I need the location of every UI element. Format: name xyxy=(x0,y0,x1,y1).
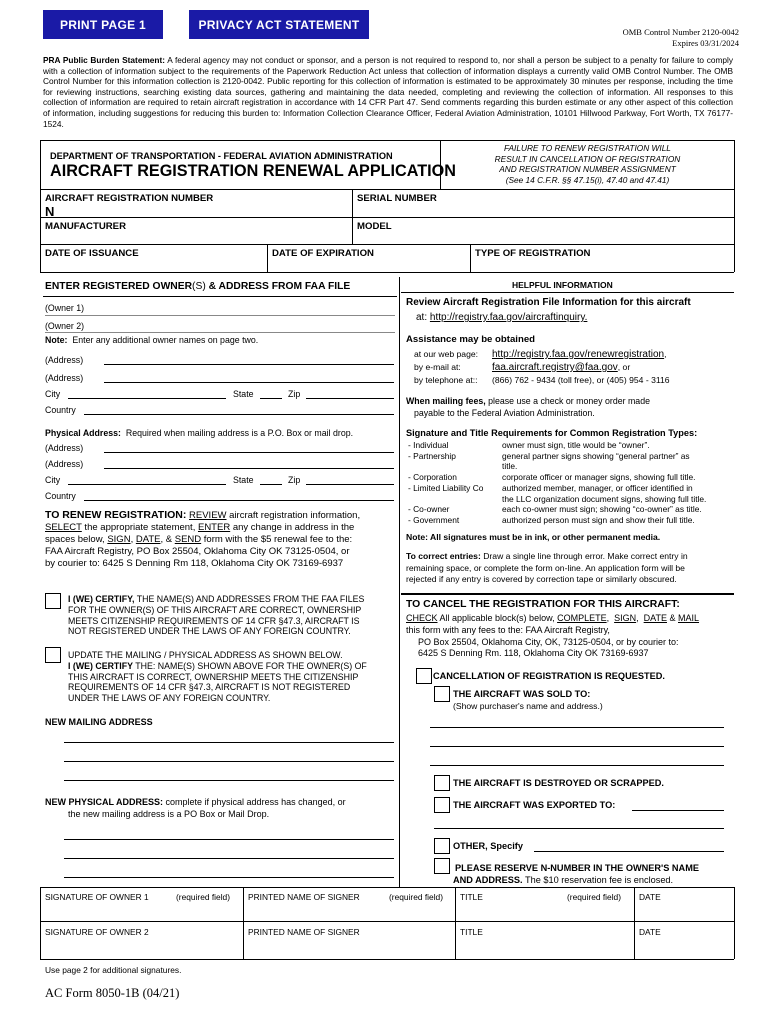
address-field[interactable] xyxy=(104,382,394,383)
manufacturer-label: MANUFACTURER xyxy=(45,221,127,232)
sig-type-name xyxy=(408,461,502,472)
warning-line: RESULT IN CANCELLATION OF REGISTRATION xyxy=(494,153,681,164)
physical-text: Required when mailing address is a P.O. Box or mail drop. xyxy=(125,428,354,438)
date-field[interactable] xyxy=(639,904,729,918)
country-field[interactable] xyxy=(84,500,394,501)
printed-name-field[interactable] xyxy=(248,940,450,956)
certify-line: THE: NAME(S) SHOWN ABOVE FOR THE OWNER(S) OF xyxy=(133,660,367,671)
form-title: AIRCRAFT REGISTRATION RENEWAL APPLICATION xyxy=(50,162,456,180)
physical-label: Physical Address: xyxy=(45,428,121,438)
cancel-requested-label: CANCELLATION OF REGISTRATION IS REQUESTED. xyxy=(433,671,665,681)
new-physical-field[interactable] xyxy=(64,839,394,840)
sig-type-row xyxy=(408,451,706,462)
owner1-field[interactable] xyxy=(45,315,395,316)
review-link-row xyxy=(416,312,587,323)
reserve-line: PLEASE RESERVE N-NUMBER IN THE OWNER'S NAME xyxy=(455,863,699,873)
print-page-button[interactable]: PRINT PAGE 1 xyxy=(43,10,163,39)
cancel-line: 6425 S Denning Rm. 118, Oklahoma City OK 73169-6937 xyxy=(418,648,649,659)
reserve-bold: AND ADDRESS. xyxy=(453,875,523,885)
correct-line: Draw a single line through error. Make correct entry in xyxy=(480,551,688,561)
serial-number-field[interactable] xyxy=(357,204,727,217)
date-label: DATE xyxy=(639,892,661,902)
renew-date: DATE xyxy=(135,534,161,545)
certify-line: NOT REGISTERED UNDER THE LAWS OF ANY FOREIGN COUNTRY. xyxy=(68,626,351,637)
cancel-requested-checkbox[interactable] xyxy=(416,668,432,684)
sold-hint: (Show purchaser's name and address.) xyxy=(453,701,603,711)
pra-title: PRA Public Burden Statement: xyxy=(43,55,166,65)
country-label: Country xyxy=(45,405,76,415)
email-end: , or xyxy=(617,362,631,372)
omb-info xyxy=(623,27,739,49)
sig-type-row xyxy=(408,483,706,494)
certify-b-text xyxy=(68,650,367,704)
new-mailing-field[interactable] xyxy=(64,761,394,762)
zip-label: Zip xyxy=(288,389,301,399)
email-label: by e-mail at: xyxy=(414,362,461,372)
owner2-label: (Owner 2) xyxy=(45,321,85,331)
additional-signatures-note: Use page 2 for additional signatures. xyxy=(45,965,182,975)
printed-name-label: PRINTED NAME OF SIGNER xyxy=(248,927,360,937)
department-name: DEPARTMENT OF TRANSPORTATION - FEDERAL AVIATION ADMINISTRATION xyxy=(50,151,393,161)
serial-number-label: SERIAL NUMBER xyxy=(357,193,437,204)
assist-contacts xyxy=(414,348,670,386)
city-label: City xyxy=(45,475,61,485)
owner2-field[interactable] xyxy=(45,332,395,333)
title-field[interactable] xyxy=(460,940,630,956)
signature-owner1-label: SIGNATURE OF OWNER 1 xyxy=(45,892,149,902)
cancel-line: this form with any fees to the: FAA Aircraft Registry, xyxy=(406,624,610,635)
other-field[interactable] xyxy=(534,851,724,852)
required-label: (required field) xyxy=(389,892,443,902)
sold-checkbox[interactable] xyxy=(434,686,450,702)
model-label: MODEL xyxy=(357,221,392,232)
owner1-label: (Owner 1) xyxy=(45,303,85,313)
reserve-checkbox[interactable] xyxy=(434,858,450,874)
renew-instructions: TO RENEW REGISTRATION: REVIEW aircraft registration information, SELECT the appropriate statement, ENTER any change in address in the spaces below, SIGN, DATE, & SEND form with the $5 renewal fee to the: FAA Aircraft Registry, PO Box 25504, Oklahoma City OK 73125-0504, or by courier to: 6425 S Denning Rm 118, Oklahoma City OK 73169-6937 xyxy=(45,509,397,570)
sig-type-requirement: authorized member, manager, or officer identified in xyxy=(502,482,693,493)
date-expiration-label: DATE OF EXPIRATION xyxy=(272,248,374,259)
sig-type-name: - Individual xyxy=(408,440,449,450)
cancel-date: DATE xyxy=(643,613,667,623)
renew-text: form with the $5 renewal fee to the: xyxy=(201,534,353,545)
type-registration-label: TYPE OF REGISTRATION xyxy=(475,248,591,259)
zip-field[interactable] xyxy=(306,398,394,399)
certify-bold: I (WE) CERTIFY, xyxy=(68,594,135,604)
cancel-check: CHECK xyxy=(406,613,438,623)
omb-number: OMB Control Number 2120-0042 xyxy=(622,27,739,37)
date-label: DATE xyxy=(639,927,661,937)
sig-type-row xyxy=(408,515,706,526)
model-field[interactable] xyxy=(357,231,727,244)
sig-type-requirement: authorized person must sign and show their full title. xyxy=(502,514,695,525)
purchaser-field[interactable] xyxy=(430,727,724,728)
omb-expires: Expires 03/31/2024 xyxy=(672,38,739,48)
owner-heading-part: (S) xyxy=(192,281,206,292)
ink-note: Note: All signatures must be in ink, or other permanent media. xyxy=(406,532,661,542)
title-label: TITLE xyxy=(460,927,483,937)
state-field[interactable] xyxy=(260,484,282,485)
fees-text: payable to the Federal Aviation Administration. xyxy=(414,407,595,418)
sig-requirements-list xyxy=(408,440,706,526)
review-url-link[interactable]: http://registry.faa.gov/aircraftinquiry. xyxy=(429,312,588,323)
signature-owner2-field[interactable] xyxy=(45,940,238,956)
web-url-link[interactable]: http://registry.faa.gov/renewregistration xyxy=(492,349,665,360)
zip-label: Zip xyxy=(288,475,301,485)
sig-type-name: - Government xyxy=(408,514,460,525)
sig-type-name xyxy=(408,494,502,505)
registration-number-label: AIRCRAFT REGISTRATION NUMBER xyxy=(45,193,214,204)
sig-type-requirement: owner must sign, title would be “owner”. xyxy=(502,440,650,450)
cancel-text: All applicable block(s) below, xyxy=(437,613,558,623)
new-mailing-field[interactable] xyxy=(64,780,394,781)
review-title: Review Aircraft Registration File Information for this aircraft xyxy=(406,297,691,308)
address-label: (Address) xyxy=(45,459,84,469)
country-field[interactable] xyxy=(84,414,394,415)
address-label: (Address) xyxy=(45,373,84,383)
correct-entries xyxy=(406,551,688,586)
correct-line: remaining space, or complete the form on-line. An application form will be xyxy=(406,562,685,573)
exported-checkbox[interactable] xyxy=(434,797,450,813)
web-label: at our web page: xyxy=(414,349,479,359)
owner-heading xyxy=(45,281,350,292)
new-physical-label: NEW PHYSICAL ADDRESS: xyxy=(45,797,164,807)
correct-bold: To correct entries: xyxy=(406,551,481,561)
note-text: Enter any additional owner names on page two. xyxy=(72,335,259,345)
sig-requirements-title: Signature and Title Requirements for Common Registration Types: xyxy=(406,428,698,438)
renew-text: any change in address in the xyxy=(230,522,355,533)
sold-label: THE AIRCRAFT WAS SOLD TO: xyxy=(453,689,591,699)
required-label: (required field) xyxy=(567,892,621,902)
assist-title: Assistance may be obtained xyxy=(406,334,536,345)
fees-text: please use a check or money order made xyxy=(485,396,650,406)
new-mailing-field[interactable] xyxy=(64,742,394,743)
renew-heading: TO RENEW REGISTRATION: xyxy=(45,509,187,521)
city-field[interactable] xyxy=(68,484,226,485)
owner-heading-part: ENTER REGISTERED OWNER xyxy=(45,281,193,292)
cancel-line: PO Box 25504, Oklahoma City, OK, 73125-0504, or by courier to: xyxy=(418,636,679,647)
registration-number-value[interactable]: N xyxy=(45,204,55,219)
sig-type-row xyxy=(408,472,706,483)
signature-owner1-field[interactable] xyxy=(45,904,238,918)
fees-info xyxy=(406,396,650,419)
certify-b-checkbox[interactable] xyxy=(45,647,61,663)
signature-owner2-label: SIGNATURE OF OWNER 2 xyxy=(45,927,149,937)
exported-field[interactable] xyxy=(434,828,724,829)
cancel-sign: SIGN xyxy=(614,613,637,623)
pra-text: A federal agency may not conduct or sponsor, and a person is not required to respond to, nor shall a person be subject to a penalty for failure to comply with a collection of information subject to the requirements of the Paperwork Reduction Act unless that collection of information displays a currently valid OMB Control Number. The OMB Control Number for this information collection is 2120-0042. Public reporting for this collection of information is estimated to be approximately 30 minutes per response, including the time for reviewing instructions, searching existing data sources, gathering and maintaining the data needed, completing and reviewing the collection of information. All responses to this collection of information are required to retain aircraft registration in accordance with 14 CFR Part 47. Send comments regarding this burden estimate or any other aspect of this collection of information, including suggestions for reducing this burden to: Information Collection Clearance Officer, Federal Aviation Administration, 10101 Hillwood Parkway, Fort Worth, TX 76177-1524. xyxy=(43,55,733,129)
state-field[interactable] xyxy=(260,398,282,399)
renew-text: spaces below, xyxy=(45,534,108,545)
renew-review: REVIEW xyxy=(189,510,227,521)
exported-label: THE AIRCRAFT WAS EXPORTED TO: xyxy=(453,800,616,810)
sig-type-row xyxy=(408,494,706,505)
sig-type-name: - Partnership xyxy=(408,450,456,461)
address-label: (Address) xyxy=(45,443,84,453)
sig-type-requirement: each co-owner must sign; showing “co-owner” as title. xyxy=(502,504,702,515)
certify-line: THE NAME(S) AND ADDRESSES FROM THE FAA FILES xyxy=(134,594,365,604)
warning-line: AND REGISTRATION NUMBER ASSIGNMENT xyxy=(499,164,676,175)
sig-type-requirement: corporate officer or manager signs, showing full title. xyxy=(502,472,696,483)
state-label: State xyxy=(233,475,254,485)
renew-text: the appropriate statement, xyxy=(81,522,198,533)
certify-line: THIS AIRCRAFT IS CORRECT, OWNERSHIP MEETS THE CITIZENSHIP xyxy=(68,671,359,682)
title-field[interactable] xyxy=(460,904,630,918)
sig-type-name: - Co-owner xyxy=(408,504,450,515)
warning-line: FAILURE TO RENEW REGISTRATION WILL xyxy=(504,143,671,153)
new-physical-line: the new mailing address is a PO Box or Mail Drop. xyxy=(68,809,270,819)
purchaser-field[interactable] xyxy=(430,765,724,766)
renew-courier: by courier to: 6425 S Denning Rm 118, Oklahoma City OK 73169-6937 xyxy=(45,558,344,569)
certify-line: UNDER THE LAWS OF ANY FOREIGN COUNTRY. xyxy=(68,693,271,704)
warning-line: (See 14 C.F.R. §§ 47.15(i), 47.40 and 47.41) xyxy=(505,174,670,185)
renew-enter: ENTER xyxy=(197,522,231,533)
sig-type-row xyxy=(408,504,706,515)
note-label: Note: xyxy=(45,335,68,345)
city-field[interactable] xyxy=(68,398,226,399)
renewal-warning xyxy=(441,143,734,185)
renew-address: FAA Aircraft Registry, PO Box 25504, Oklahoma City OK 73125-0504, or xyxy=(45,546,350,557)
address-field[interactable] xyxy=(104,468,394,469)
web-end: , xyxy=(664,349,667,359)
printed-name-label: PRINTED NAME OF SIGNER xyxy=(248,892,360,902)
manufacturer-field[interactable] xyxy=(45,231,345,244)
state-label: State xyxy=(233,389,254,399)
city-label: City xyxy=(45,389,61,399)
cancel-complete: COMPLETE xyxy=(557,613,607,623)
certify-line: FOR THE OWNER(S) OF THIS AIRCRAFT ARE CORRECT, OWNERSHIP xyxy=(68,604,362,615)
correct-line: rejected if any entry is covered by correction tape or similarly obscured. xyxy=(406,574,677,585)
new-mailing-label: NEW MAILING ADDRESS xyxy=(45,717,153,727)
renew-sign: SIGN xyxy=(107,534,131,545)
new-physical-line: complete if physical address has changed, or xyxy=(163,797,346,807)
privacy-act-button[interactable]: PRIVACY ACT STATEMENT xyxy=(189,10,369,39)
review-at: at: xyxy=(416,312,430,323)
address-field[interactable] xyxy=(104,452,394,453)
zip-field[interactable] xyxy=(306,484,394,485)
title-label: TITLE xyxy=(460,892,483,902)
owner-heading-part: & ADDRESS FROM FAA FILE xyxy=(205,281,351,292)
exported-field[interactable] xyxy=(632,810,724,811)
sig-type-name: - Corporation xyxy=(408,472,457,483)
new-physical-field[interactable] xyxy=(64,858,394,859)
certify-line: REQUIREMENTS OF 14 CFR §47.3, AIRCRAFT IS NOT REGISTERED xyxy=(68,682,351,693)
certify-bold: I (WE) CERTIFY xyxy=(68,660,133,671)
cancel-mail: MAIL xyxy=(678,613,700,623)
renew-text: aircraft registration information, xyxy=(226,510,361,521)
address-field[interactable] xyxy=(104,364,394,365)
form-number: AC Form 8050-1B (04/21) xyxy=(45,986,180,1000)
printed-name-field[interactable] xyxy=(248,904,450,918)
required-label: (required field) xyxy=(176,892,230,902)
owner-note xyxy=(45,335,258,345)
phone-number: (866) 762 - 9434 (toll free), or (405) 954 - 3116 xyxy=(492,375,670,385)
reserve-text xyxy=(453,862,699,886)
pra-statement xyxy=(43,55,733,129)
sig-type-requirement: title. xyxy=(502,461,518,472)
country-label: Country xyxy=(45,491,76,501)
destroyed-label: THE AIRCRAFT IS DESTROYED OR SCRAPPED. xyxy=(453,778,664,788)
helpful-heading: HELPFUL INFORMATION xyxy=(512,280,613,290)
physical-address-note xyxy=(45,428,353,438)
renew-send: SEND xyxy=(174,534,202,545)
sig-type-row xyxy=(408,440,706,451)
address-label: (Address) xyxy=(45,355,84,365)
purchaser-field[interactable] xyxy=(430,746,724,747)
fees-bold: When mailing fees, xyxy=(406,396,486,406)
phone-label: by telephone at:: xyxy=(414,375,478,385)
certify-a-text xyxy=(68,594,364,637)
cancel-instructions: CHECK All applicable block(s) below, COMPLETE, SIGN, DATE & MAIL this form with any fees to the: FAA Aircraft Registry, PO Box 25504, Oklahoma City, OK, 73125-0504, or by courier to: 6425 S Denning Rm. 118, Oklahoma City OK 73169-6937 xyxy=(406,613,700,659)
sig-type-name: - Limited Liability Co xyxy=(408,482,484,493)
date-field[interactable] xyxy=(639,940,729,956)
new-physical-text xyxy=(45,796,346,820)
certify-line: UPDATE THE MAILING / PHYSICAL ADDRESS AS SHOWN BELOW. xyxy=(68,650,343,660)
cancel-heading: TO CANCEL THE REGISTRATION FOR THIS AIRCRAFT: xyxy=(406,599,680,610)
sig-type-requirement: the LLC organization document signs, showing full title. xyxy=(502,493,707,504)
certify-line: MEETS CITIZENSHIP REQUIREMENTS OF 14 CFR §47.3, AIRCRAFT IS xyxy=(68,615,360,626)
sig-type-row xyxy=(408,461,706,472)
destroyed-checkbox[interactable] xyxy=(434,775,450,791)
sig-type-requirement: general partner signs showing “general partner” as xyxy=(502,450,690,461)
date-issuance-label: DATE OF ISSUANCE xyxy=(45,248,139,259)
email-link[interactable]: faa.aircraft.registry@faa.gov xyxy=(492,362,618,373)
certify-a-checkbox[interactable] xyxy=(45,593,61,609)
other-checkbox[interactable] xyxy=(434,838,450,854)
reserve-line: The $10 reservation fee is enclosed. xyxy=(522,875,674,885)
renew-select: SELECT xyxy=(45,522,82,533)
other-label: OTHER, Specify xyxy=(453,841,523,851)
new-physical-field[interactable] xyxy=(64,877,394,878)
